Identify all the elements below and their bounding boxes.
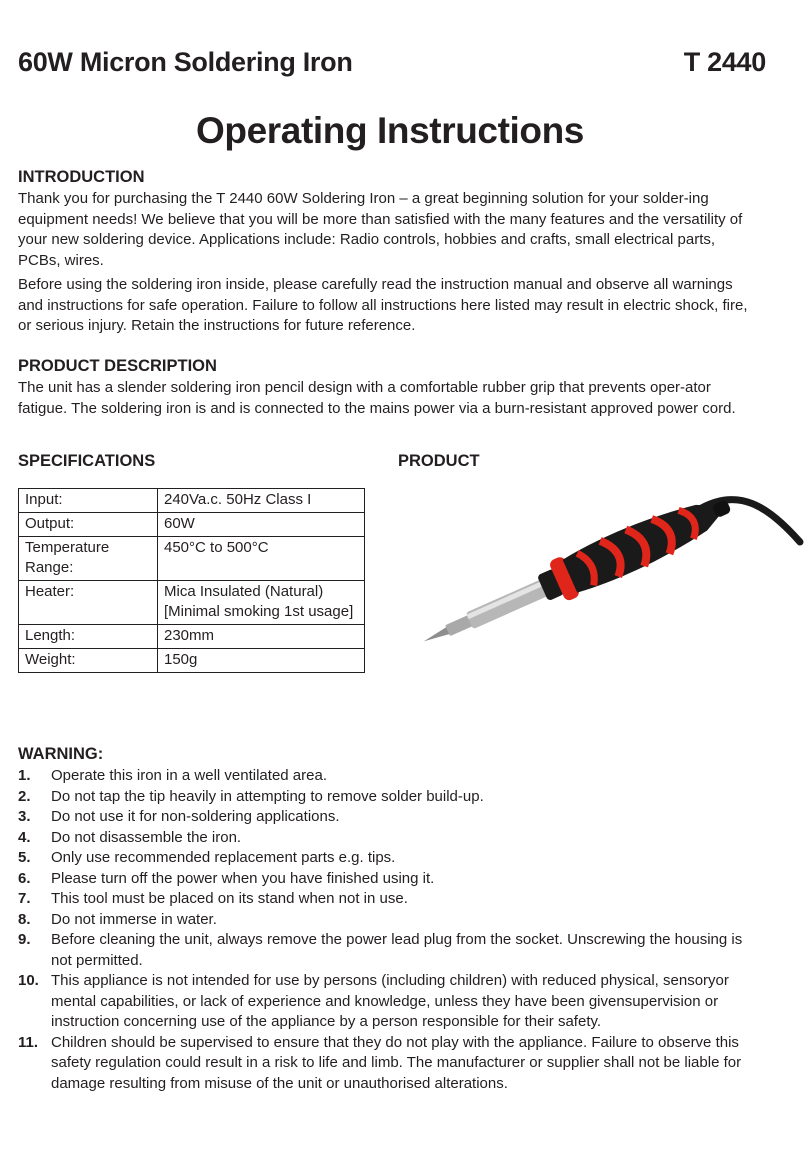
iron-tip: [422, 626, 451, 645]
model-code: T 2440: [683, 46, 766, 77]
list-item: 1. Operate this iron in a well ventilated area.: [18, 767, 327, 784]
specifications-table: [18, 488, 365, 673]
list-item: 10. This appliance is not intended for use by persons (including children) with reduced physical, sensoryor mental capabilities, or lack of experience and knowledge, unless they have been givensupervision or instruction concerning use of the appliance by a person responsible for their safety.: [18, 972, 729, 1030]
spec-value: Mica Insulated (Natural) [Minimal smoking 1st usage]: [158, 581, 365, 625]
product-name: 60W Micron Soldering Iron: [18, 46, 353, 77]
spec-value: 240Va.c. 50Hz Class I: [158, 489, 365, 513]
spec-label: Temperature Range:: [19, 537, 158, 581]
table-row: [19, 513, 365, 537]
spec-value: 60W: [158, 513, 365, 537]
warning-heading: WARNING:: [18, 745, 104, 763]
introduction-paragraph-2: Before using the soldering iron inside, please carefully read the instruction manual and observe all warnings and instructions for safe operation. Failure to follow all instructions here listed may result in electric shock, fire, or serious injury. Retain the instructions for future reference.: [18, 276, 748, 334]
list-item: 5. Only use recommended replacement parts e.g. tips.: [18, 849, 396, 866]
spec-label: Input:: [19, 489, 158, 513]
spec-value: 150g: [158, 649, 365, 673]
product-description-heading: PRODUCT DESCRIPTION: [18, 357, 217, 375]
soldering-iron-image: [398, 476, 808, 686]
table-row: [19, 537, 365, 581]
list-item: 11. Children should be supervised to ensure that they do not play with the appliance. Failure to observe this safety regulation could result in a risk to life and limb. The manufacturer or supplier shall not be liable for damage resulting from misuse of the unit or unauthorised alterations.: [18, 1033, 742, 1092]
introduction-paragraph-1: Thank you for purchasing the T 2440 60W Soldering Iron – a great beginning solution for your solder-ing equipment needs! We believe that you will be more than satisfied with the many features and the versatility of your new soldering device. Applications include: Radio controls, hobbies and crafts, small electrical parts, PCBs, wires.: [18, 190, 743, 269]
table-row: [19, 581, 365, 625]
product-heading: PRODUCT: [398, 452, 480, 470]
spec-label: Heater:: [19, 581, 158, 625]
table-row: [19, 625, 365, 649]
list-item: 6. Please turn off the power when you have finished using it.: [18, 869, 435, 887]
spec-value: 230mm: [158, 625, 365, 649]
header-row: [18, 44, 766, 80]
spec-value: 450°C to 500°C: [158, 537, 365, 581]
warning-list: [18, 766, 758, 1094]
page-title: Operating Instructions: [196, 110, 584, 151]
introduction-heading: INTRODUCTION: [18, 168, 145, 186]
table-row: [19, 489, 365, 513]
specifications-heading: SPECIFICATIONS: [18, 452, 156, 470]
list-item: 8. Do not immerse in water.: [18, 910, 217, 928]
spec-label: Weight:: [19, 649, 158, 673]
list-item: 9. Before cleaning the unit, always remove the power lead plug from the socket. Unscrewing the housing is not permitted.: [18, 931, 743, 969]
list-item: 3. Do not use it for non-soldering applications.: [18, 808, 340, 825]
product-description-text: The unit has a slender soldering iron pencil design with a comfortable rubber grip that prevents oper-ator fatigue. The soldering iron is and is connected to the mains power via a burn-resistant approved power cord.: [18, 379, 736, 417]
spec-label: Output:: [19, 513, 158, 537]
list-item: 2. Do not tap the tip heavily in attempting to remove solder build-up.: [18, 787, 484, 805]
list-item: 7. This tool must be placed on its stand when not in use.: [18, 890, 408, 907]
table-row: [19, 649, 365, 673]
spec-label: Length:: [19, 625, 158, 649]
list-item: 4. Do not disassemble the iron.: [18, 828, 242, 846]
